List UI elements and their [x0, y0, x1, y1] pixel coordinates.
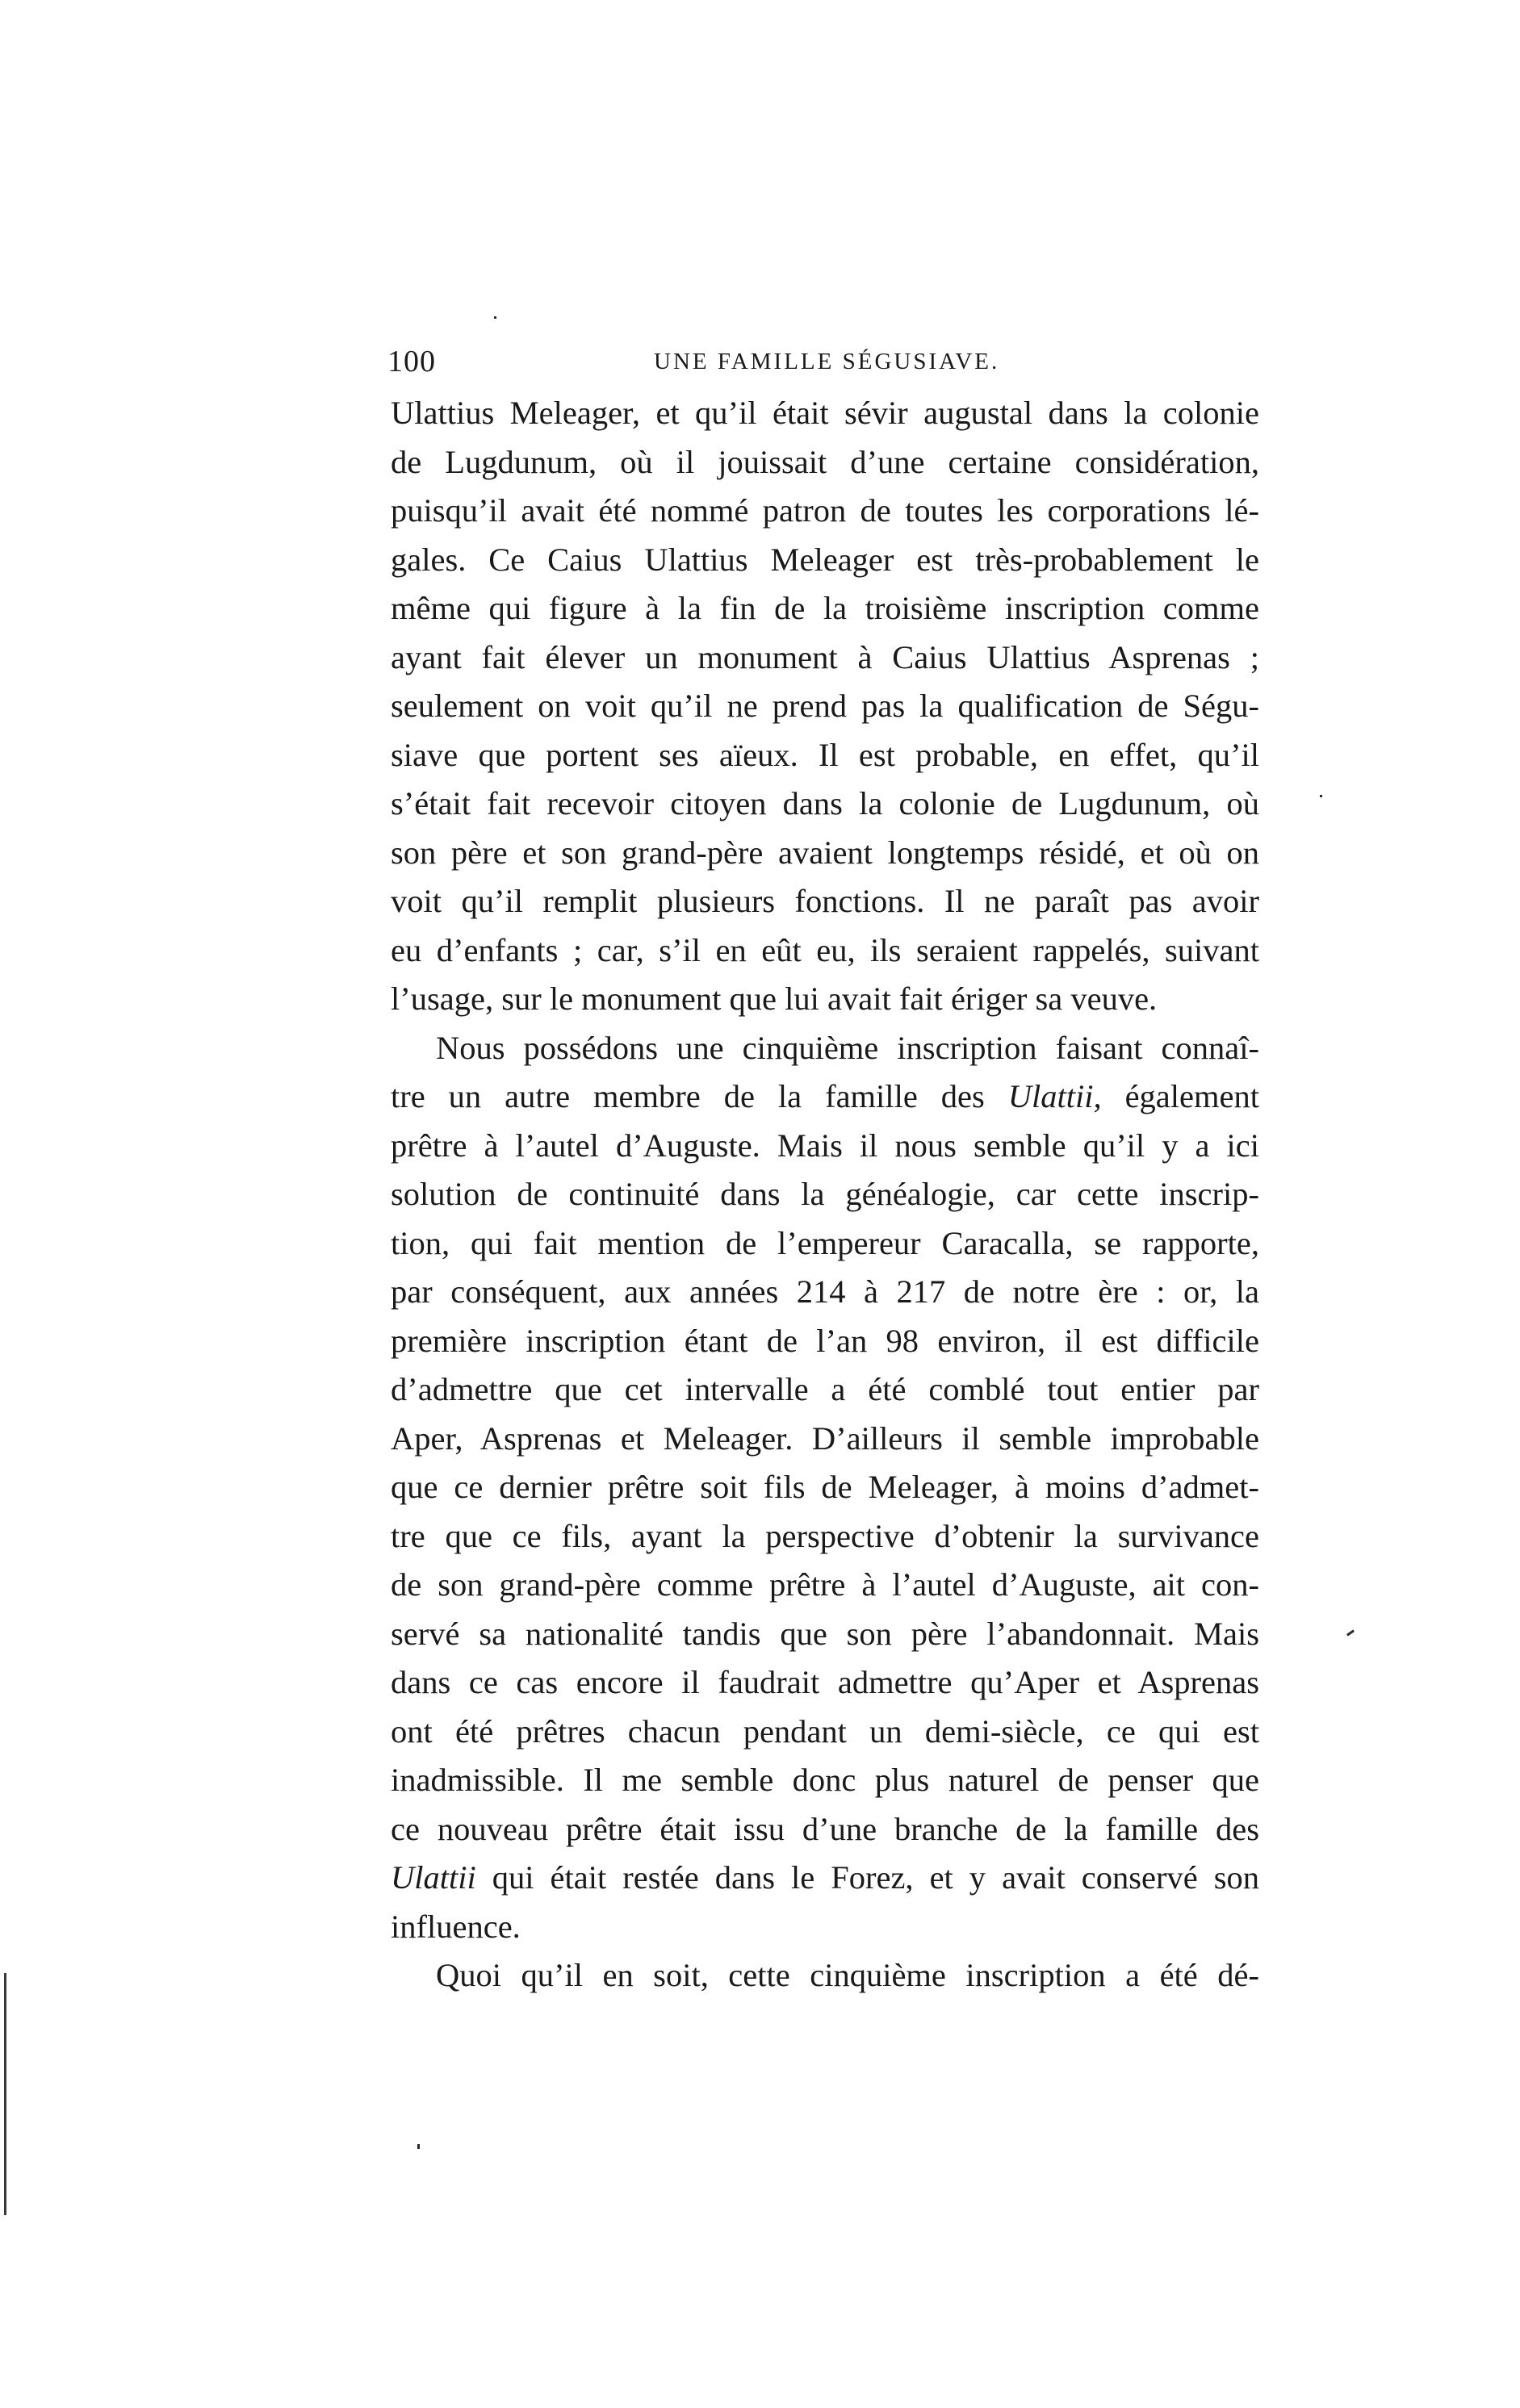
text-line: eu d’enfants ; car, s’il en eût eu, ils seraient rappelés, suivant: [391, 931, 1259, 968]
text-line: s’était fait recevoir citoyen dans la colonie de Lugdunum, où: [391, 785, 1259, 821]
running-title: UNE FAMILLE SÉGUSIAVE.: [654, 349, 1000, 374]
text-line: de son grand-père comme prêtre à l’autel d’Auguste, ait con-: [391, 1566, 1259, 1603]
text-line: son père et son grand-père avaient longtemps résidé, et où on: [391, 834, 1259, 871]
text-line: première inscription étant de l’an 98 environ, il est difficile: [391, 1322, 1259, 1359]
page-number: 100: [387, 345, 436, 378]
text-line: ayant fait élever un monument à Caius Ulattius Asprenas ;: [391, 638, 1259, 675]
text-line: voit qu’il remplit plusieurs fonctions. Il ne paraît pas avoir: [391, 883, 1259, 919]
scan-speck: [1346, 1629, 1355, 1636]
scan-speck: [494, 316, 496, 319]
italic-name: Ulattii: [391, 1859, 476, 1896]
text-line-with-italic: [391, 1854, 1259, 1903]
text-line: influence.: [391, 1908, 521, 1945]
text-line: inadmissible. Il me semble donc plus naturel de penser que: [391, 1762, 1259, 1798]
text-line: par conséquent, aux années 214 à 217 de notre ère : or, la: [391, 1273, 1259, 1310]
italic-name: Ulattii,: [1007, 1078, 1102, 1114]
text-segment: qui était restée dans le Forez, et y avait conservé son: [492, 1859, 1259, 1896]
text-line: puisqu’il avait été nommé patron de toutes les corporations lé-: [391, 492, 1259, 529]
text-line-with-italic: [391, 1072, 1259, 1122]
text-line: siave que portent ses aïeux. Il est probable, en effet, qu’il: [391, 736, 1259, 773]
scan-speck: [417, 2144, 420, 2149]
page-edge-line: [4, 1973, 6, 2215]
scan-speck: [1320, 795, 1322, 797]
text-line: ont été prêtres chacun pendant un demi-siècle, ce qui est: [391, 1712, 1259, 1750]
text-line: d’admettre que cet intervalle a été comblé tout entier par: [391, 1371, 1259, 1407]
text-line: tre que ce fils, ayant la perspective d’obtenir la survivance: [391, 1517, 1259, 1554]
text-line: que ce dernier prêtre soit fils de Meleager, à moins d’admet-: [391, 1469, 1259, 1505]
text-line: de Lugdunum, où il jouissait d’une certaine considération,: [391, 443, 1259, 480]
text-segment: également: [1124, 1078, 1259, 1114]
running-header: [387, 339, 1271, 384]
text-line: Quoi qu’il en soit, cette cinquième inscription a été dé-: [436, 1957, 1259, 1993]
text-line: seulement on voit qu’il ne prend pas la qualification de Ségu-: [391, 688, 1259, 724]
text-line: l’usage, sur le monument que lui avait fait ériger sa veuve.: [391, 980, 1158, 1017]
text-line: ce nouveau prêtre était issu d’une branche de la famille des: [391, 1810, 1259, 1847]
text-line: servé sa nationalité tandis que son père l’abandonnait. Mais: [391, 1615, 1259, 1652]
text-line: dans ce cas encore il faudrait admettre qu’Aper et Asprenas: [391, 1664, 1259, 1700]
text-line: gales. Ce Caius Ulattius Meleager est très-probablement le: [391, 541, 1259, 578]
text-line: même qui figure à la fin de la troisième inscription comme: [391, 590, 1259, 626]
text-line: Ulattius Meleager, et qu’il était sévir augustal dans la colonie: [391, 395, 1259, 431]
body-text: [391, 389, 1259, 2000]
text-segment: tre un autre membre de la famille des: [391, 1078, 985, 1114]
text-line: Aper, Asprenas et Meleager. D’ailleurs il semble improbable: [391, 1419, 1259, 1457]
text-line: tion, qui fait mention de l’empereur Caracalla, se rapporte,: [391, 1224, 1259, 1261]
text-line: prêtre à l’autel d’Auguste. Mais il nous semble qu’il y a ici: [391, 1127, 1259, 1164]
text-line: Nous possédons une cinquième inscription faisant connaî-: [436, 1029, 1259, 1066]
text-line: solution de continuité dans la généalogie, car cette inscrip-: [391, 1176, 1259, 1212]
